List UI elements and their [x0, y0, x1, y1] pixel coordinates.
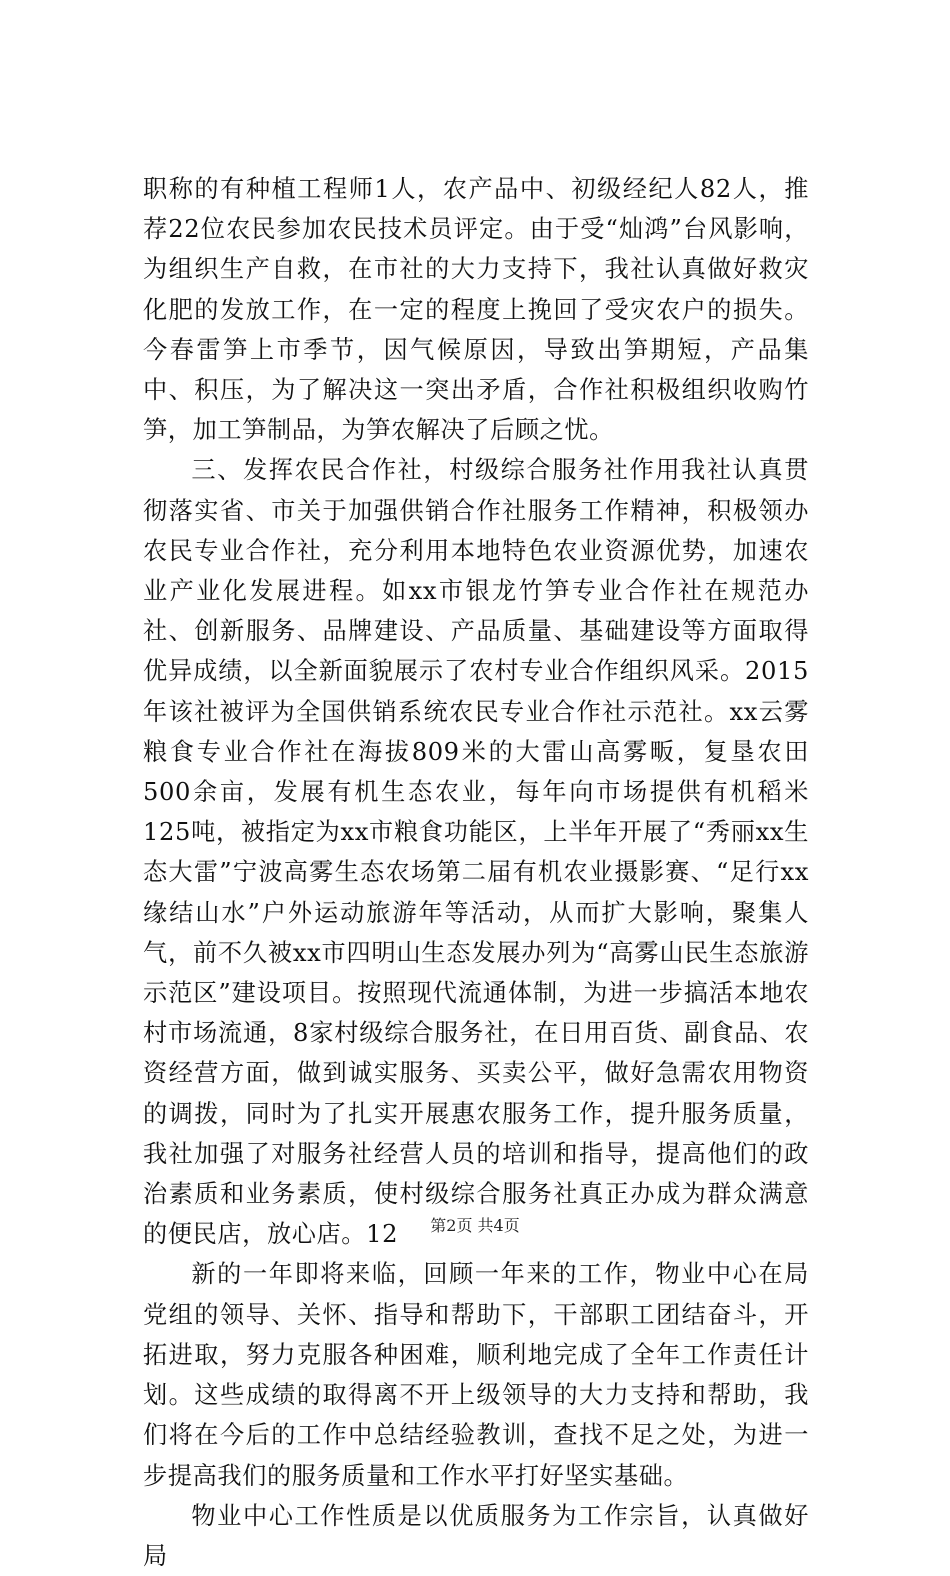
paragraph-4: 物业中心工作性质是以优质服务为工作宗旨，认真做好局 [143, 1501, 809, 1570]
document-body [143, 169, 809, 1576]
page-number-label: 第2页 共4页 [430, 1216, 520, 1235]
paragraph-1: 职称的有种植工程师1人，农产品中、初级经纪人82人，推荐22位农民参加农民技术员评定。由于受“灿鸿”台风影响，为组织生产自救，在市社的大力支持下，我社认真做好救灾化肥的发放工作，在一定的程度上挽回了受灾农户的损失。今春雷笋上市季节，因气候原因，导致出笋期短，产品集中、积压，为了解决这一突出矛盾，合作社积极组织收购竹笋，加工笋制品，为笋农解决了后顾之忧。 [143, 175, 809, 445]
paragraph-2: 三、发挥农民合作社，村级综合服务社作用我社认真贯彻落实省、市关于加强供销合作社服务工作精神，积极领办农民专业合作社，充分利用本地特色农业资源优势，加速农业产业化发展进程。如xx市银龙竹笋专业合作社在规范办社、创新服务、品牌建设、产品质量、基础建设等方面取得优异成绩，以全新面貌展示了农村专业合作组织风采。2015年该社被评为全国供销系统农民专业合作社示范社。xx云雾粮食专业合作社在海拔809米的大雷山高雾畈，复垦农田500余亩，发展有机生态农业，每年向市场提供有机稻米125吨，被指定为xx市粮食功能区，上半年开展了“秀丽xx生态大雷”宁波高雾生态农场第二届有机农业摄影赛、“足行xx缘结山水”户外运动旅游年等活动，从而扩大影响，聚集人气，前不久被xx市四明山生态发展办列为“高雾山民生态旅游示范区”建设项目。按照现代流通体制，为进一步搞活本地农村市场流通，8家村级综合服务社，在日用百货、副食品、农资经营方面，做到诚实服务、买卖公平，做好急需农用物资的调拨，同时为了扎实开展惠农服务工作，提升服务质量，我社加强了对服务社经营人员的培训和指导，提高他们的政治素质和业务素质，使村级综合服务社真正办成为群众满意的便民店，放心店。12 [143, 456, 809, 1249]
paragraph-3: 新的一年即将来临，回顾一年来的工作，物业中心在局党组的领导、关怀、指导和帮助下，干部职工团结奋斗，开拓进取，努力克服各种困难，顺利地完成了全年工作责任计划。这些成绩的取得离不开上级领导的大力支持和帮助，我们将在今后的工作中总结经验教训，查找不足之处，为进一步提高我们的服务质量和工作水平打好坚实基础。 [143, 1260, 809, 1490]
page-footer [0, 1214, 950, 1238]
